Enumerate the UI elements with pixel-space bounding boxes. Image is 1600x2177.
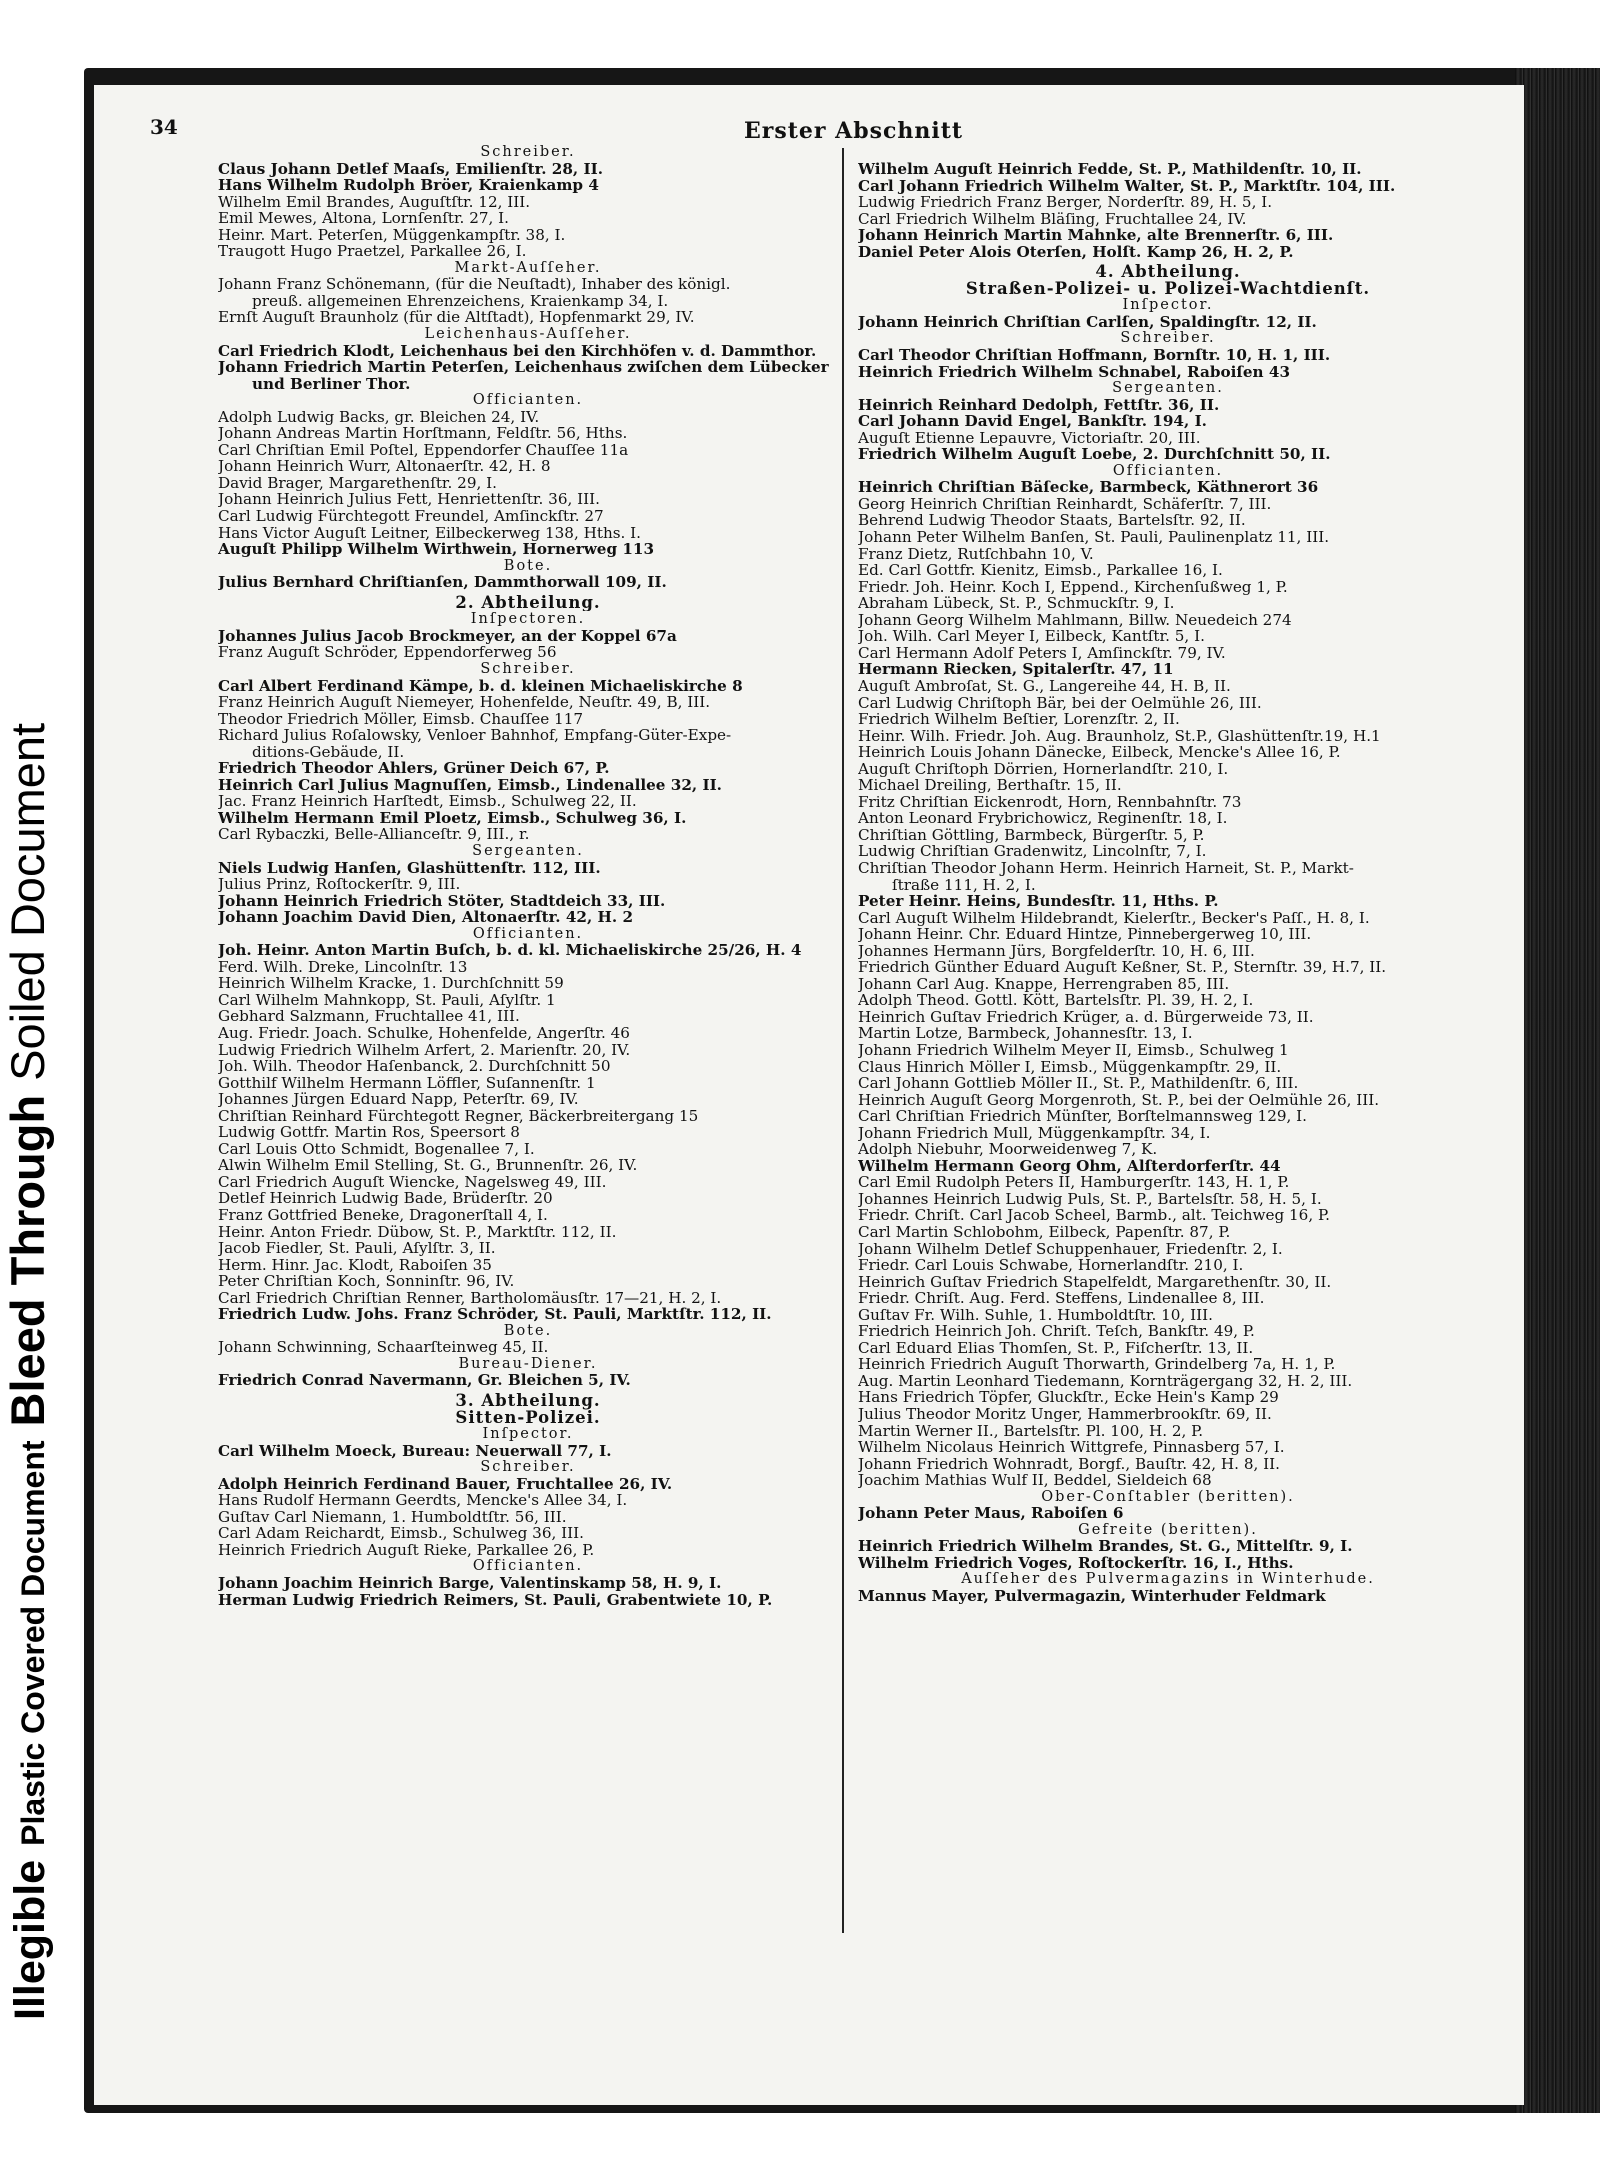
section-heading: Leichenhaus-Auſſeher. [424, 326, 632, 343]
directory-entry: Carl Ludwig Chriſtoph Bär, bei der Oelmühle 26, III. [858, 694, 1262, 712]
directory-entry: Carl Chriſtian Friedrich Münſter, Borſtelmannsweg 129, I. [858, 1108, 1308, 1125]
directory-entry: Heinrich Louis Johann Dänecke, Eilbeck, Mencke's Allee 16, P. [858, 744, 1341, 761]
directory-entry: Emil Mewes, Altona, Lornſenſtr. 27, I. [218, 210, 510, 227]
directory-entry: Peter Heinr. Heins, Bundesſtr. 11, Hths. P. [858, 893, 1219, 910]
directory-entry: Detlef Heinrich Ludwig Bade, Brüderſtr. 20 [218, 1190, 553, 1207]
section-heading: Sitten-Polizei. [455, 1409, 601, 1427]
directory-entry: Carl Wilhelm Moeck, Bureau: Neuerwall 77, I. [218, 1442, 612, 1460]
directory-entry: Carl Louis Otto Schmidt, Bogenallee 7, I. [218, 1140, 535, 1158]
right-column [858, 161, 1478, 1605]
directory-entry: Franz Dietz, Rutſchbahn 10, V. [858, 545, 1094, 563]
directory-entry: Johann Georg Wilhelm Mahlmann, Billw. Neuedeich 274 [858, 611, 1292, 629]
column-divider [842, 148, 844, 1933]
section-heading: Bote. [503, 557, 553, 574]
directory-entry: Adolph Theod. Gottl. Kött, Bartelsſtr. Pl. 39, H. 2, I. [858, 992, 1254, 1009]
directory-entry: Johannes Jürgen Eduard Napp, Peterſtr. 69, IV. [218, 1091, 579, 1108]
directory-entry: Adolph Heinrich Ferdinand Bauer, Fruchtallee 26, IV. [218, 1475, 673, 1493]
directory-entry: Traugott Hugo Praetzel, Parkallee 26, I. [218, 243, 527, 260]
section-heading: Sergeanten. [472, 842, 584, 859]
directory-entry: Auguſt Ambroſat, St. G., Langereihe 44, H. B, II. [858, 677, 1231, 695]
directory-entry: Adolph Ludwig Backs, gr. Bleichen 24, IV. [218, 408, 540, 426]
directory-entry: Herman Ludwig Friedrich Reimers, St. Pauli, Grabentwiete 10, P. [218, 1591, 773, 1609]
directory-entry: Claus Hinrich Möller I, Eimsb., Müggenkampſtr. 29, II. [858, 1058, 1282, 1076]
directory-entry: Johann Schwinning, Schaarſteinweg 45, II. [218, 1339, 549, 1356]
directory-entry: Heinrich Chriſtian Bäſecke, Barmbeck, Käthnerort 36 [858, 479, 1319, 496]
directory-entry: Johann Friedrich Mull, Müggenkampſtr. 34, I. [858, 1124, 1211, 1142]
directory-entry: Johann Joachim Heinrich Barge, Valentinskamp 58, H. 9, I. [218, 1575, 722, 1592]
directory-entry: Johann Wilhelm Detlef Schuppenhauer, Friedenſtr. 2, I. [858, 1240, 1283, 1258]
directory-entry: Carl Friedrich Chriſtian Renner, Bartholomäusſtr. 17—21, H. 2, I. [218, 1289, 722, 1307]
directory-entry: Johann Franz Schönemann, (für die Neuſtadt), Inhaber des königl. [218, 276, 731, 293]
directory-entry: Guſtav Carl Niemann, 1. Humboldtſtr. 56, III. [218, 1508, 567, 1526]
directory-entry: Hermann Riecken, Spitalerſtr. 47, 11 [858, 661, 1174, 678]
directory-entry: Niels Ludwig Hanſen, Glashüttenſtr. 112, III. [218, 859, 601, 877]
directory-entry: Johannes Hermann Jürs, Borgfelderſtr. 10, H. 6, III. [858, 942, 1255, 960]
directory-entry: Johann Peter Maus, Raboiſen 6 [858, 1505, 1124, 1522]
directory-entry: Abraham Lübeck, St. P., Schmuckſtr. 9, I. [858, 595, 1175, 612]
directory-entry: Franz Heinrich Auguſt Niemeyer, Hohenfelde, Neuſtr. 49, B, III. [218, 694, 711, 711]
directory-entry: Auguſt Chriſtoph Dörrien, Hornerlandſtr. 210, I. [858, 760, 1229, 778]
directory-entry: Jacob Fiedler, St. Pauli, Aſylſtr. 3, II. [218, 1240, 496, 1257]
directory-entry: Ed. Carl Gottfr. Kienitz, Eimsb., Parkallee 16, I. [858, 562, 1223, 579]
directory-entry: Anton Leonard Frybrichowicz, Reginenſtr. 18, I. [858, 810, 1228, 827]
directory-entry: Ludwig Friedrich Wilhelm Arfert, 2. Marienſtr. 20, IV. [218, 1041, 631, 1059]
section-heading: Schreiber. [480, 660, 576, 677]
document-condition-stamp [0, 0, 84, 2177]
section-heading: Inſpector. [1122, 297, 1214, 314]
section-heading: Schreiber. [480, 144, 576, 160]
directory-entry: Hans Rudolf Hermann Geerdts, Mencke's Allee 34, I. [218, 1492, 628, 1509]
directory-entry: Heinrich Friedrich Wilhelm Schnabel, Raboiſen 43 [858, 363, 1291, 381]
directory-entry: Ferd. Wilh. Dreke, Lincolnſtr. 13 [218, 958, 468, 976]
directory-entry: Wilhelm Friedrich Voges, Roſtockerſtr. 16, I., Hths. [858, 1554, 1294, 1572]
directory-entry: Johannes Heinrich Ludwig Puls, St. P., Bartelsſtr. 58, H. 5, I. [858, 1190, 1322, 1208]
directory-entry: Chriſtian Reinhard Fürchtegott Regner, Bäckerbreitergang 15 [218, 1107, 699, 1125]
section-heading: Inſpector. [482, 1426, 574, 1443]
directory-entry: Carl Ludwig Fürchtegott Freundel, Amſinckſtr. 27 [218, 508, 604, 525]
book-page-edges [1515, 68, 1600, 2113]
directory-entry: Wilhelm Nicolaus Heinrich Wittgrefe, Pinnasberg 57, I. [858, 1439, 1285, 1456]
section-heading: Gefreite (beritten). [1078, 1521, 1258, 1538]
directory-entry: Behrend Ludwig Theodor Staats, Bartelsſtr. 92, II. [858, 512, 1246, 530]
directory-entry: Carl Wilhelm Mahnkopp, St. Pauli, Aſylſtr. 1 [218, 991, 556, 1009]
directory-entry: Johann Heinrich Friedrich Stöter, Stadtdeich 33, III. [218, 892, 666, 910]
directory-entry: Hans Victor Auguſt Leitner, Eilbeckerweg 138, Hths. I. [218, 524, 642, 542]
section-heading: Officianten. [472, 392, 584, 409]
directory-entry: Alwin Wilhelm Emil Stelling, St. G., Brunnenſtr. 26, IV. [218, 1157, 638, 1174]
directory-entry: Gebhard Salzmann, Fruchtallee 41, III. [218, 1008, 520, 1025]
directory-entry: Aug. Friedr. Joach. Schulke, Hohenfelde, Angerſtr. 46 [218, 1024, 630, 1042]
directory-entry: Carl Auguſt Wilhelm Hildebrandt, Kielerſtr., Becker's Paſſ., H. 8, I. [858, 909, 1370, 927]
directory-entry: ditions-Gebäude, II. [252, 743, 405, 761]
directory-entry: Johann Friedrich Wohnradt, Borgf., Bauſtr. 42, H. 8, II. [858, 1455, 1280, 1473]
directory-entry: Carl Chriſtian Emil Poſtel, Eppendorfer Chauſſee 11a [218, 441, 629, 459]
directory-entry: Chriſtian Theodor Johann Herm. Heinrich Harneit, St. P., Markt- [858, 859, 1354, 877]
directory-entry: Ludwig Friedrich Franz Berger, Norderſtr. 89, H. 5, I. [858, 194, 1273, 211]
directory-entry: Wilhelm Hermann Georg Ohm, Alſterdorferſtr. 44 [858, 1157, 1281, 1175]
directory-entry: Wilhelm Emil Brandes, Auguſtſtr. 12, III. [218, 193, 531, 211]
directory-entry: Friedrich Günther Eduard Auguſt Keßner, St. P., Sternſtr. 39, H.7, II. [858, 959, 1387, 976]
left-column [218, 144, 838, 1608]
directory-entry: Mannus Mayer, Pulvermagazin, Winterhuder Feldmark [858, 1588, 1326, 1605]
section-heading: 4. Abtheilung. [1095, 264, 1241, 281]
directory-entry: Richard Julius Roſalowsky, Venloer Bahnhof, Empfang-Güter-Expe- [218, 727, 732, 744]
directory-entry: Joh. Heinr. Anton Martin Buſch, b. d. kl. Michaeliskirche 25/26, H. 4 [218, 942, 802, 959]
directory-entry: Ludwig Gottfr. Martin Ros, Speersort 8 [218, 1124, 520, 1141]
section-heading: Schreiber. [480, 1459, 576, 1476]
directory-entry: David Brager, Margarethenſtr. 29, I. [218, 474, 497, 492]
directory-entry: Julius Theodor Moritz Unger, Hammerbrookſtr. 69, II. [858, 1406, 1272, 1423]
directory-entry: Martin Lotze, Barmbeck, Johannesſtr. 13, I. [858, 1025, 1193, 1042]
directory-entry: Daniel Peter Alois Oterſen, Holſt. Kamp 26, H. 2, P. [858, 243, 1294, 261]
directory-entry: Carl Albert Ferdinand Kämpe, b. d. kleinen Michaeliskirche 8 [218, 677, 743, 695]
directory-entry: Johann Heinrich Chriſtian Carlſen, Spaldingſtr. 12, II. [858, 313, 1317, 331]
stamp-illegible: Illegible [6, 1859, 54, 2020]
directory-entry: Joh. Wilh. Theodor Haſenbanck, 2. Durchſchnitt 50 [218, 1058, 611, 1075]
directory-entry: Heinr. Anton Friedr. Dübow, St. P., Marktſtr. 112, II. [218, 1223, 617, 1241]
section-heading: Ober-Conſtabler (beritten). [1041, 1488, 1295, 1505]
directory-entry: Johann Friedrich Martin Peterſen, Leichenhaus zwiſchen dem Lübecker [218, 359, 829, 376]
directory-entry: Franz Auguſt Schröder, Eppendorferweg 56 [218, 644, 557, 661]
directory-entry: Carl Johann David Engel, Bankſtr. 194, I. [858, 413, 1207, 430]
section-heading: Schreiber. [1120, 330, 1216, 347]
directory-entry: Heinr. Wilh. Friedr. Joh. Aug. Braunholz, St.P., Glashüttenſtr.19, H.1 [858, 727, 1381, 745]
directory-entry: Claus Johann Detlef Maaſs, Emilienſtr. 28, II. [218, 160, 603, 178]
directory-entry: Chriſtian Göttling, Barmbeck, Bürgerſtr. 5, P. [858, 826, 1205, 844]
directory-entry: Carl Emil Rudolph Peters II, Hamburgerſtr. 143, H. 1, P. [858, 1174, 1290, 1191]
directory-entry: Carl Rybaczki, Belle-Allianceſtr. 9, III., r. [218, 826, 530, 843]
directory-entry: Johann Heinrich Wurr, Altonaerſtr. 42, H. 8 [218, 458, 551, 475]
directory-entry: Johannes Julius Jacob Brockmeyer, an der Koppel 67a [218, 627, 677, 645]
directory-entry: Heinrich Reinhard Dedolph, Fettſtr. 36, II. [858, 396, 1220, 414]
directory-entry: Friedrich Theodor Ahlers, Grüner Deich 67, P. [218, 760, 610, 777]
directory-entry: Carl Eduard Elias Thomſen, St. P., Fiſcherſtr. 13, II. [858, 1339, 1254, 1357]
section-heading: Bureau-Diener. [458, 1355, 598, 1372]
directory-entry: Michael Dreiling, Berthaſtr. 15, II. [858, 777, 1122, 794]
directory-entry: Ludwig Chriſtian Gradenwitz, Lincolnſtr, 7, I. [858, 843, 1207, 860]
directory-entry: Carl Johann Gottlieb Möller II., St. P., Mathildenſtr. 6, III. [858, 1075, 1299, 1092]
directory-entry: Johann Heinrich Martin Mahnke, alte Brennerſtr. 6, III. [858, 227, 1334, 244]
directory-entry: Johann Andreas Martin Horſtmann, Feldſtr. 56, Hths. [218, 425, 628, 442]
directory-entry: und Berliner Thor. [252, 375, 411, 393]
directory-entry: Heinrich Wilhelm Kracke, 1. Durchſchnitt 59 [218, 975, 564, 992]
directory-entry: Herm. Hinr. Jac. Klodt, Raboiſen 35 [218, 1256, 492, 1274]
directory-entry: Hans Wilhelm Rudolph Bröer, Kraienkamp 4 [218, 177, 599, 194]
directory-entry: Carl Friedrich Klodt, Leichenhaus bei den Kirchhöfen v. d. Dammthor. [218, 342, 817, 360]
directory-entry: Friedrich Wilhelm Beſtier, Lorenzſtr. 2, II. [858, 711, 1180, 728]
directory-entry: Friedrich Ludw. Johs. Franz Schröder, St. Pauli, Marktſtr. 112, II. [218, 1306, 772, 1323]
directory-entry: Carl Adam Reichardt, Eimsb., Schulweg 36, III. [218, 1525, 584, 1542]
directory-entry: Theodor Friedrich Möller, Eimsb. Chauſſee 117 [218, 710, 584, 728]
directory-entry: Friedr. Carl Louis Schwabe, Hornerlandſtr. 210, I. [858, 1257, 1244, 1274]
section-heading: Inſpectoren. [470, 611, 586, 628]
directory-entry: Gotthilf Wilhelm Hermann Löffler, Suſannenſtr. 1 [218, 1074, 596, 1092]
directory-entry: Friedr. Joh. Heinr. Koch I, Eppend., Kirchenſußweg 1, P. [858, 578, 1288, 596]
directory-entry: Auguſt Etienne Lepauvre, Victoriaſtr. 20, III. [858, 429, 1201, 447]
directory-entry: Friedrich Conrad Navermann, Gr. Bleichen 5, IV. [218, 1372, 631, 1390]
directory-entry: Johann Friedrich Wilhelm Meyer II, Eimsb., Schulweg 1 [858, 1041, 1289, 1059]
directory-entry: Heinrich Carl Julius Magnuſſen, Eimsb., Lindenallee 32, II. [218, 776, 722, 794]
directory-entry: Wilhelm Hermann Emil Ploetz, Eimsb., Schulweg 36, I. [218, 809, 687, 827]
directory-entry: Heinrich Guſtav Friedrich Krüger, a. d. Bürgerweide 73, II. [858, 1008, 1314, 1026]
stamp-label [1, 722, 54, 2020]
directory-entry: Wilhelm Auguſt Heinrich Fedde, St. P., Mathildenſtr. 10, II. [858, 161, 1362, 178]
directory-entry: Adolph Niebuhr, Moorweidenweg 7, K. [858, 1141, 1158, 1158]
directory-entry: Aug. Martin Leonhard Tiedemann, Kornträgergang 32, H. 2, III. [858, 1372, 1353, 1390]
directory-entry: Johann Heinrich Julius Fett, Henriettenſtr. 36, III. [218, 491, 600, 509]
section-heading: Straßen-Polizei- u. Polizei-Wachtdienſt. [965, 280, 1371, 298]
section-heading: Officianten. [472, 1558, 584, 1575]
directory-entry: Johann Joachim David Dien, Altonaerſtr. 42, H. 2 [218, 909, 634, 926]
section-heading: Sergeanten. [1112, 380, 1224, 397]
directory-entry: Franz Gottfried Beneke, Dragonerſtall 4, I. [218, 1207, 548, 1224]
directory-entry: Julius Prinz, Roſtockerſtr. 9, III. [218, 876, 461, 893]
directory-entry: Heinrich Auguſt Georg Morgenroth, St. P., bei der Oelmühle 26, III. [858, 1091, 1380, 1109]
directory-entry: Friedr. Chriſt. Carl Jacob Scheel, Barmb., alt. Teichweg 16, P. [858, 1207, 1330, 1224]
directory-entry: Heinrich Friedrich Auguſt Rieke, Parkallee 26, P. [218, 1541, 595, 1559]
directory-entry: Fritz Chriſtian Eickenrodt, Horn, Rennbahnſtr. 73 [858, 793, 1242, 811]
stamp-plastic-covered: Plastic Covered Document [15, 1440, 51, 1846]
directory-entry: Johann Carl Aug. Knappe, Herrengraben 85, III. [858, 975, 1230, 993]
directory-entry: Carl Hermann Adolf Peters I, Amſinckſtr. 79, IV. [858, 644, 1226, 662]
stamp-soiled-document: Soiled Document [1, 722, 54, 1081]
section-heading: 3. Abtheilung. [455, 1393, 601, 1410]
directory-entry: Jac. Franz Heinrich Harſtedt, Eimsb., Schulweg 22, II. [218, 793, 637, 810]
directory-entry: Carl Friedrich Auguſt Wiencke, Nagelsweg 49, III. [218, 1173, 607, 1191]
directory-entry: Hans Friedrich Töpfer, Gluckſtr., Ecke Hein's Kamp 29 [858, 1389, 1279, 1407]
directory-entry: Heinrich Friedrich Wilhelm Brandes, St. G., Mittelſtr. 9, I. [858, 1538, 1353, 1555]
directory-entry: Ernſt Auguſt Braunholz (für die Altſtadt), Hopfenmarkt 29, IV. [218, 309, 695, 327]
directory-entry: Peter Chriſtian Koch, Sonninſtr. 96, IV. [218, 1273, 515, 1290]
section-heading: Officianten. [1112, 462, 1224, 479]
directory-entry: Martin Werner II., Bartelsſtr. Pl. 100, H. 2, P. [858, 1422, 1204, 1440]
directory-entry: Georg Heinrich Chriſtian Reinhardt, Schäferſtr. 7, III. [858, 495, 1272, 513]
directory-entry: Heinrich Guſtav Friedrich Stapelfeldt, Margarethenſtr. 30, II. [858, 1273, 1332, 1291]
directory-entry: ſtraße 111, H. 2, I. [892, 876, 1036, 894]
directory-entry: Friedr. Chriſt. Aug. Ferd. Steffens, Lindenallee 8, III. [858, 1290, 1265, 1307]
directory-entry: Joachim Mathias Wulf II, Beddel, Sieldeich 68 [858, 1472, 1212, 1489]
directory-entry: Auguſt Philipp Wilhelm Wirthwein, Hornerweg 113 [218, 541, 655, 558]
directory-entry: Carl Johann Friedrich Wilhelm Walter, St. P., Marktſtr. 104, III. [858, 177, 1396, 195]
directory-entry: Johann Heinr. Chr. Eduard Hintze, Pinnebergerweg 10, III. [858, 926, 1312, 943]
section-heading: Markt-Auſſeher. [454, 259, 602, 276]
directory-entry: Johann Peter Wilhelm Banſen, St. Pauli, Paulinenplatz 11, III. [858, 529, 1330, 546]
section-heading: Bote. [503, 1322, 553, 1339]
directory-entry: Carl Martin Schlobohm, Eilbeck, Papenſtr. 87, P. [858, 1224, 1231, 1241]
directory-entry: Julius Bernhard Chriſtianſen, Dammthorwall 109, II. [218, 574, 667, 591]
section-heading: 2. Abtheilung. [455, 594, 601, 612]
directory-entry: preuß. allgemeinen Ehrenzeichens, Kraienkamp 34, I. [252, 292, 669, 310]
stamp-bleed-through: Bleed Through [1, 1094, 54, 1427]
directory-entry: Heinr. Mart. Peterſen, Müggenkampſtr. 38, I. [218, 226, 566, 244]
directory-entry: Heinrich Friedrich Auguſt Thorwarth, Grindelberg 7a, H. 1, P. [858, 1356, 1336, 1373]
directory-entry: Carl Theodor Chriſtian Hoffmann, Bornſtr. 10, H. 1, III. [858, 347, 1331, 364]
directory-entry: Friedrich Wilhelm Auguſt Loebe, 2. Durchſchnitt 50, II. [858, 446, 1331, 463]
section-heading: Officianten. [472, 925, 584, 942]
directory-entry: Carl Friedrich Wilhelm Bläſing, Fruchtallee 24, IV. [858, 210, 1247, 228]
section-heading: Auſſeher des Pulvermagazins in Winterhude. [961, 1571, 1375, 1588]
running-header: Erster Abschnitt [744, 118, 964, 144]
directory-entry: Friedrich Heinrich Joh. Chriſt. Teſch, Bankſtr. 49, P. [858, 1323, 1255, 1340]
page-number: 34 [150, 115, 178, 139]
directory-entry: Guſtav Fr. Wilh. Suhle, 1. Humboldtſtr. 10, III. [858, 1306, 1213, 1324]
directory-entry: Joh. Wilh. Carl Meyer I, Eilbeck, Kantſtr. 5, I. [858, 628, 1205, 645]
